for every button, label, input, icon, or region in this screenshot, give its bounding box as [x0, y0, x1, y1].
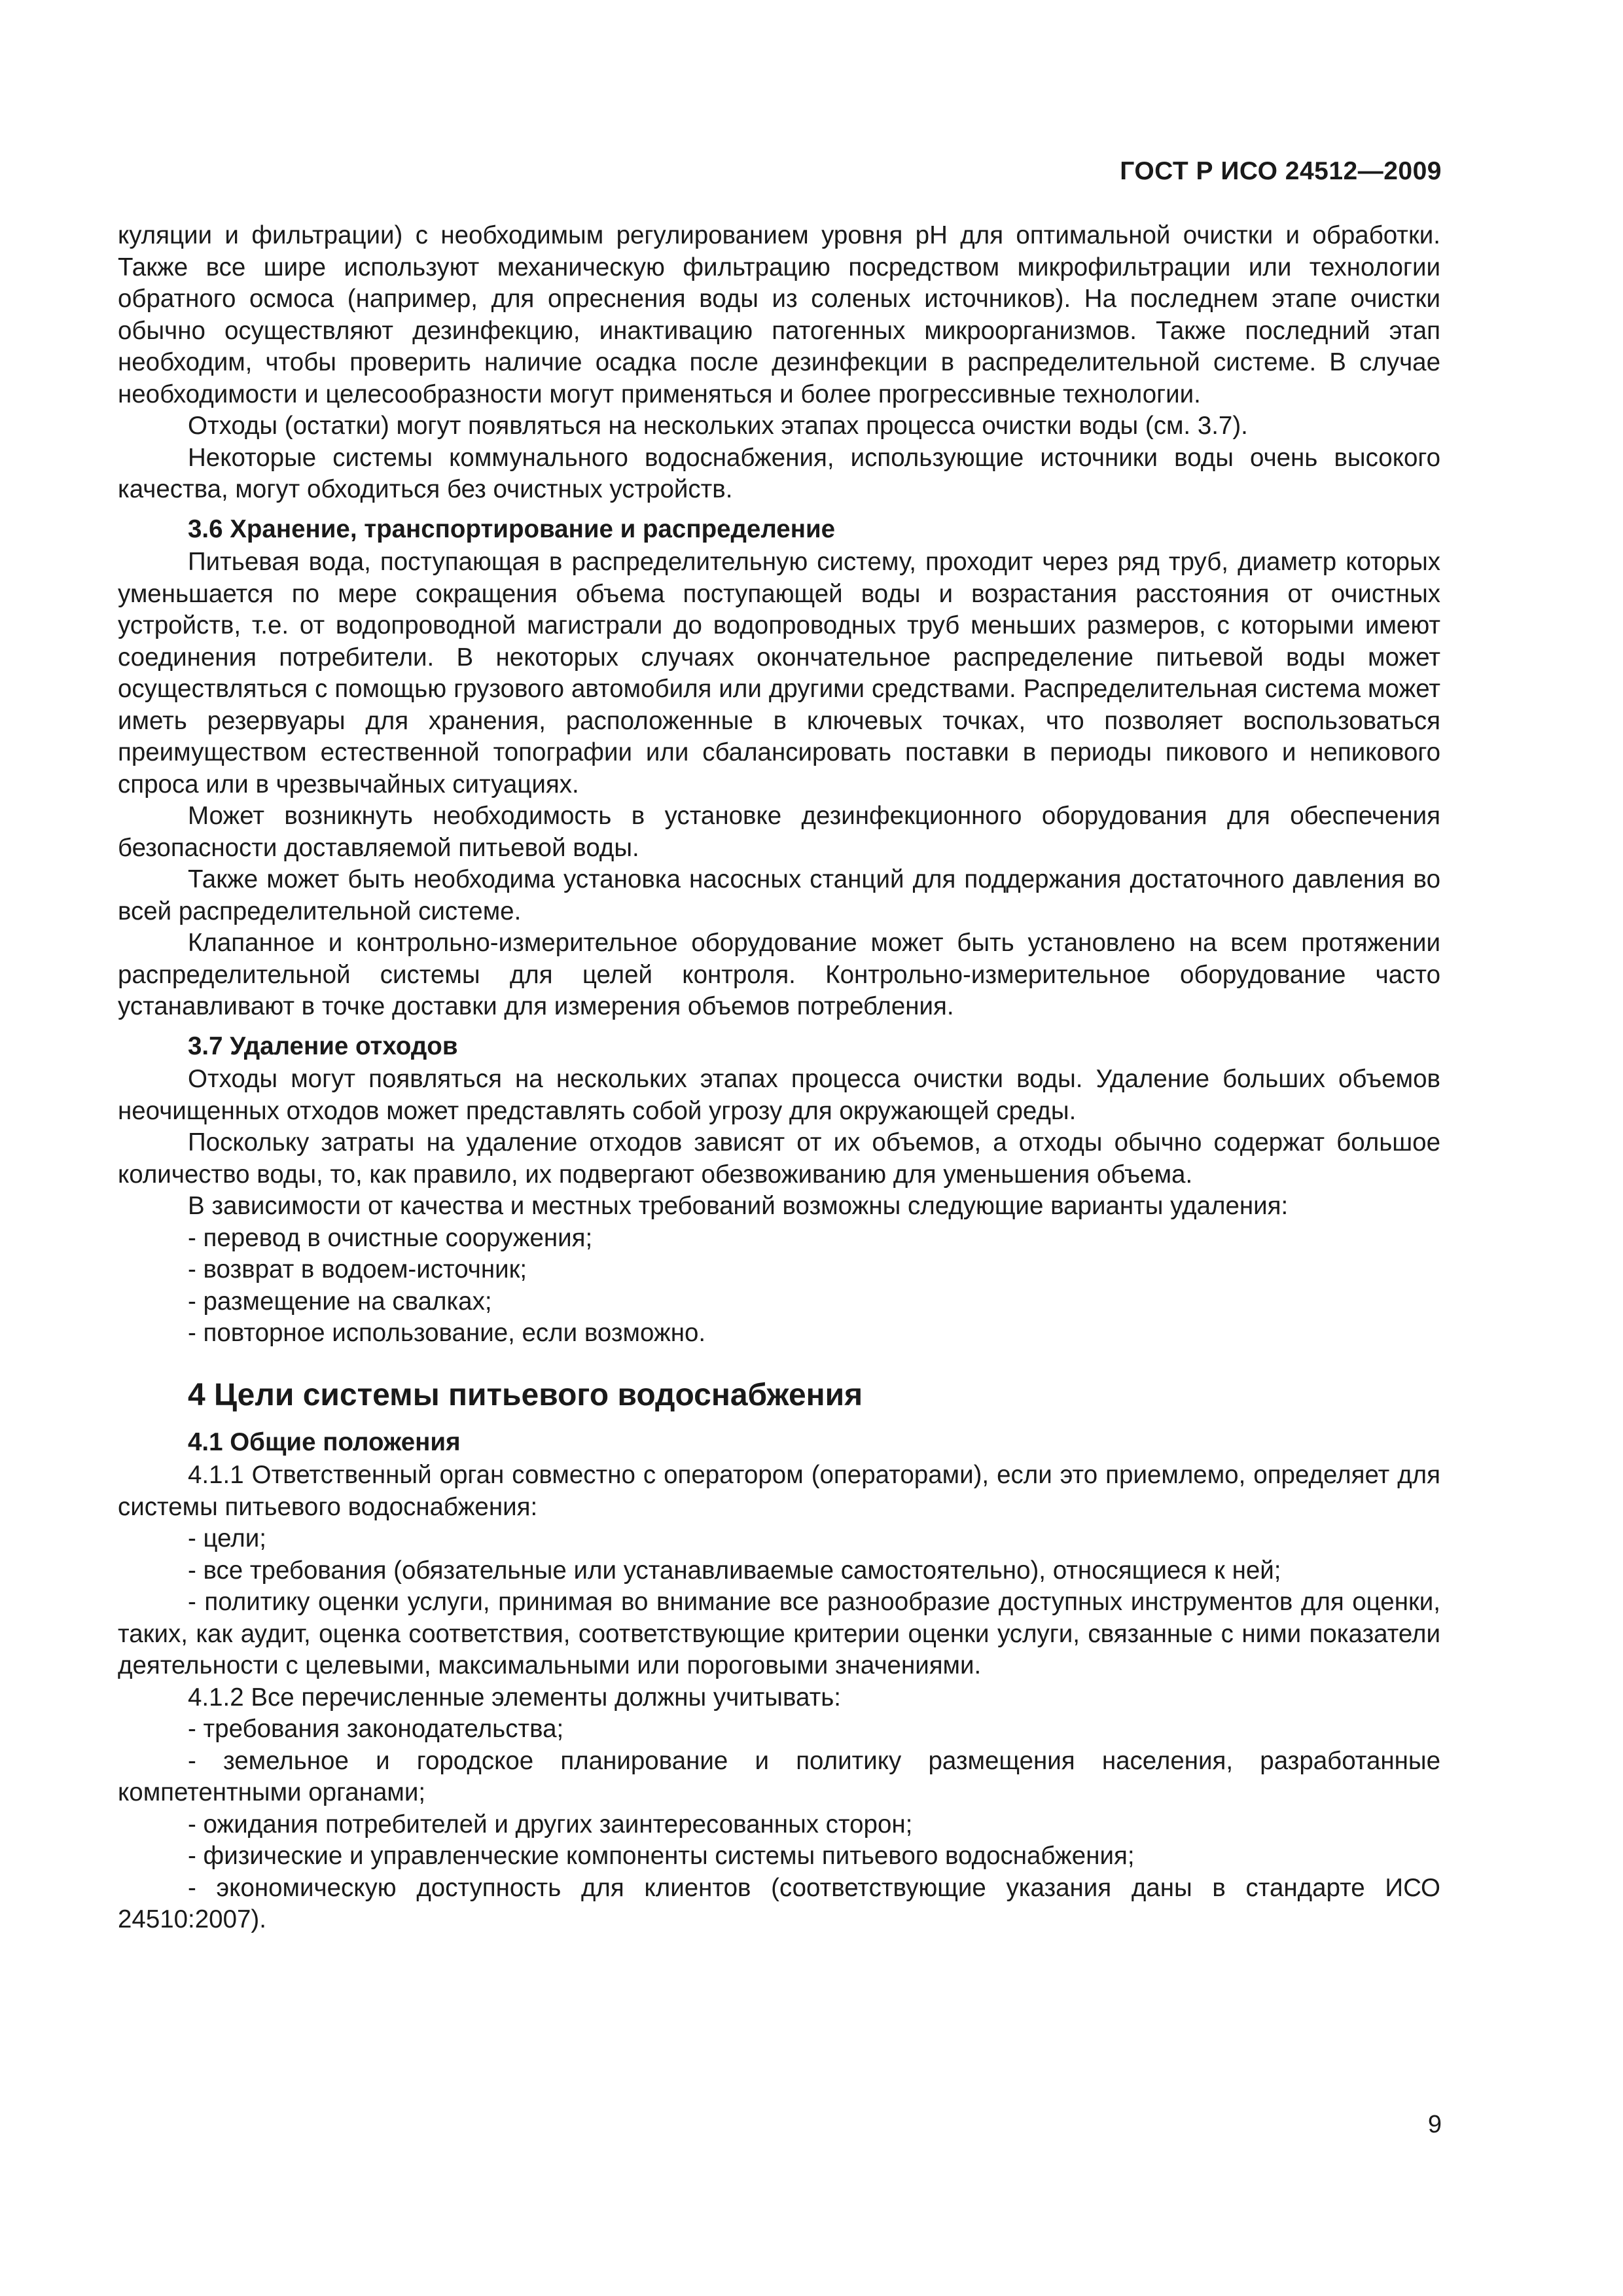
section-heading-3-7: 3.7 Удаление отходов — [188, 1031, 458, 1060]
paragraph: Некоторые системы коммунального водоснабжения, использующие источники воды очень высокого качества, могут обходиться без очистных устройств. — [118, 443, 1440, 503]
section-heading-4: 4 Цели системы питьевого водоснабжения — [188, 1377, 863, 1412]
section-heading-4-1: 4.1 Общие положения — [188, 1427, 461, 1456]
list-item: - повторное использование, если возможно. — [188, 1319, 706, 1347]
list-item: - физические и управленческие компоненты системы питьевого водоснабжения; — [188, 1842, 1135, 1870]
list-item: - размещение на свалках; — [188, 1287, 492, 1316]
page-number: 9 — [1427, 2111, 1442, 2138]
list-item: - все требования (обязательные или устанавливаемые самостоятельно), относящиеся к ней; — [188, 1556, 1281, 1585]
paragraph: куляции и фильтрации) с необходимым регулированием уровня рН для оптимальной очистки и обработки. Также все шире используют механическую фильтрацию посредством микрофильтрации или технологии обратного осмоса (например, для опреснения воды из соленых источников). На последнем этапе очистки обычно осуществляют дезинфекцию, инактивацию патогенных микроорганизмов. Также последний этап необходим, чтобы проверить наличие осадка после дезинфекции в распределительной системе. В случае необходимости и целесообразности могут применяться и более прогрессивные технологии. — [118, 221, 1440, 408]
page-content — [118, 220, 1440, 1936]
paragraph: Клапанное и контрольно-измерительное оборудование может быть установлено на всем протяжении распределительной системы для целей контроля. Контрольно-измерительное оборудование часто устанавливают в точке доставки для измерения объемов потребления. — [118, 929, 1440, 1020]
paragraph: 4.1.1 Ответственный орган совместно с оператором (операторами), если это приемлемо, определяет для системы питьевого водоснабжения: — [118, 1461, 1440, 1521]
list-item: - требования законодательства; — [188, 1715, 564, 1743]
paragraph: Также может быть необходима установка насосных станций для поддержания достаточного давления во всей распределительной системе. — [118, 865, 1440, 925]
paragraph: Питьевая вода, поступающая в распределительную систему, проходит через ряд труб, диаметр которых уменьшается по мере сокращения объема поступающей воды и возрастания расстояния от очистных устройств, т.е. от водопроводной магистрали до водопроводных труб меньших размеров, с которыми имеют соединения потребители. В некоторых случаях окончательное распределение питьевой воды может осуществляться с помощью грузового автомобиля или другими средствами. Распределительная система может иметь резервуары для хранения, расположенные в ключевых точках, что позволяет воспользоваться преимуществом естественной топографии или сбалансировать поставки в периоды пикового и непикового спроса или в чрезвычайных ситуациях. — [118, 548, 1440, 798]
list-item: - возврат в водоем-источник; — [188, 1255, 527, 1283]
paragraph: 4.1.2 Все перечисленные элементы должны учитывать: — [188, 1683, 841, 1712]
paragraph: Может возникнуть необходимость в установке дезинфекционного оборудования для обеспечения безопасности доставляемой питьевой воды. — [118, 802, 1440, 862]
section-heading-3-6: 3.6 Хранение, транспортирование и распределение — [188, 514, 836, 543]
paragraph: Поскольку затраты на удаление отходов зависят от их объемов, а отходы обычно содержат большое количество воды, то, как правило, их подвергают обезвоживанию для уменьшения объема. — [118, 1128, 1440, 1189]
list-item: - перевод в очистные сооружения; — [188, 1223, 593, 1252]
list-item: - ожидания потребителей и других заинтересованных сторон; — [188, 1810, 913, 1839]
list-item: - политику оценки услуги, принимая во внимание все разнообразие доступных инструментов для оценки, таких, как аудит, оценка соответствия, соответствующие критерии оценки услуги, связанные с ними показатели деятельности с целевыми, максимальными или пороговыми значениями. — [118, 1588, 1440, 1679]
paragraph: Отходы (остатки) могут появляться на нескольких этапах процесса очистки воды (см. 3.7). — [188, 412, 1248, 440]
list-item: - цели; — [188, 1524, 266, 1552]
document-code-header: ГОСТ Р ИСО 24512—2009 — [1120, 157, 1442, 185]
paragraph: В зависимости от качества и местных требований возможны следующие варианты удаления: — [188, 1192, 1289, 1220]
paragraph: Отходы могут появляться на нескольких этапах процесса очистки воды. Удаление больших объемов неочищенных отходов может представлять собой угрозу для окружающей среды. — [118, 1065, 1440, 1125]
list-item: - экономическую доступность для клиентов (соответствующие указания даны в стандарте ИСО 24510:2007). — [118, 1873, 1440, 1933]
list-item: - земельное и городское планирование и политику размещения населения, разработанные компетентными органами; — [118, 1746, 1440, 1806]
